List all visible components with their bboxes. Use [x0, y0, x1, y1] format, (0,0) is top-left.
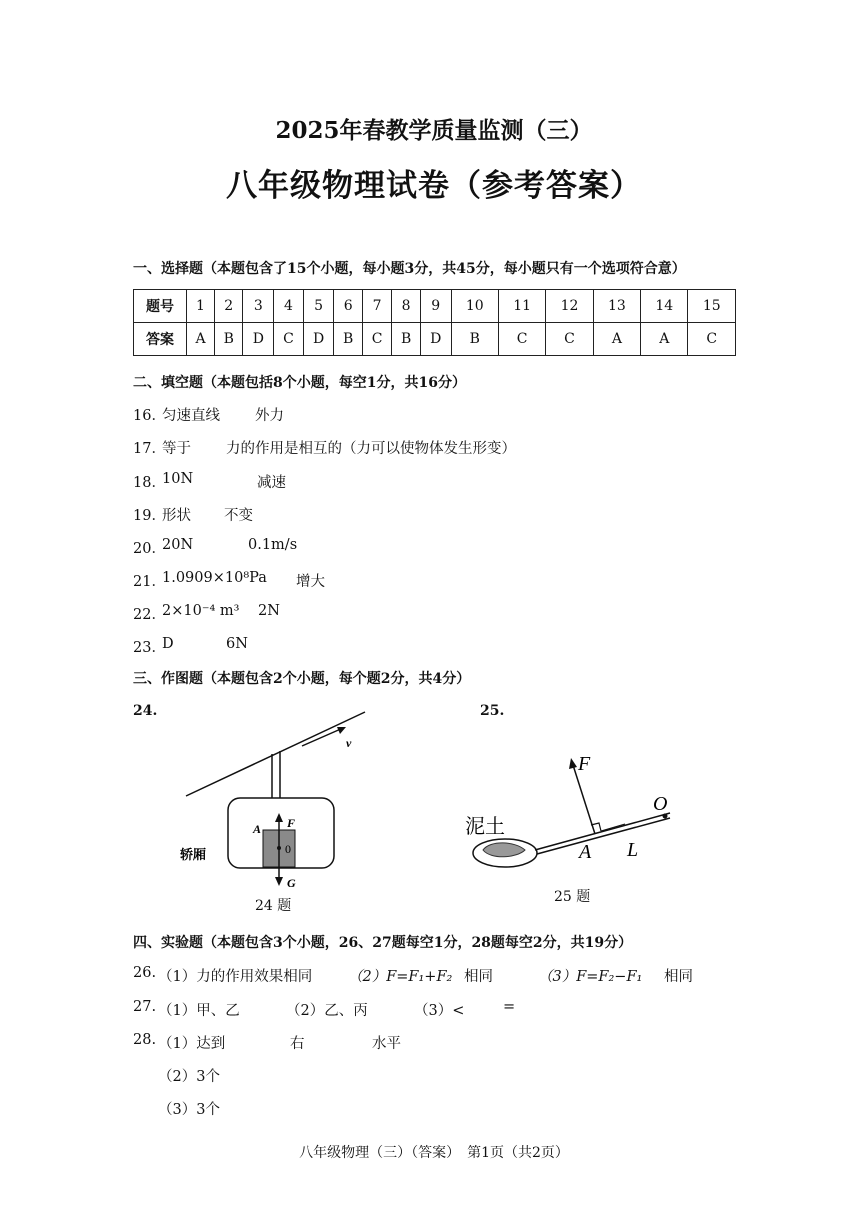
fig25-caption: 25 题: [554, 889, 591, 905]
force-f-arrowhead: [275, 813, 283, 822]
table-cell: D: [420, 323, 451, 356]
label-f: F: [287, 816, 296, 830]
q27-part2: （2）乙、丙: [286, 1003, 368, 1019]
exam-subtitle: 八年级物理试卷（参考答案）: [226, 168, 642, 204]
label-g: G: [287, 876, 296, 890]
table-row-numbers: [134, 290, 736, 323]
force-f-arrowhead: [569, 758, 577, 769]
q28-part2: （2）3个: [158, 1069, 220, 1085]
table-cell: 10: [451, 290, 498, 323]
label-v: v: [346, 736, 352, 750]
fig24-number: 24.: [133, 703, 158, 719]
q20-num: 20．: [133, 541, 166, 557]
table-cell: D: [303, 323, 334, 356]
fig25-number: 25.: [480, 703, 505, 719]
q22-num: 22．: [133, 607, 166, 623]
table-cell: B: [215, 323, 243, 356]
q26-part2-answer: 相同: [464, 969, 493, 985]
q28-num: 28.: [133, 1032, 157, 1048]
fig24-cable-car-diagram: [160, 700, 380, 900]
table-cell: C: [498, 323, 545, 356]
fig25-shovel-diagram: [455, 740, 700, 880]
label-o: 0: [285, 842, 291, 856]
q22-answer-a: 2×10⁻⁴ m³: [162, 603, 240, 619]
q26-part3-answer: 相同: [664, 969, 693, 985]
table-cell: D: [243, 323, 274, 356]
exam-title: 2025年春教学质量监测（三）: [275, 117, 593, 144]
table-cell: 2: [215, 290, 243, 323]
label-a: A: [253, 822, 262, 836]
q18-answer-b: 减速: [257, 475, 286, 491]
q20-answer-b: 0.1m/s: [248, 537, 298, 553]
q19-answer-a: 形状: [162, 508, 191, 524]
section4-heading: 四、实验题（本题包含3个小题，26、27题每空1分，28题每空2分，共19分）: [133, 935, 633, 951]
table-cell: 12: [546, 290, 593, 323]
fig24-caption: 24 题: [255, 898, 292, 914]
cable-line: [186, 712, 365, 796]
q28-part1-answer-b: 右: [290, 1036, 305, 1052]
q23-answer-a: D: [162, 636, 174, 652]
table-cell: 8: [392, 290, 420, 323]
force-f-arrow: [573, 765, 595, 834]
table-cell: 3: [243, 290, 274, 323]
section2-heading: 二、填空题（本题包括8个小题，每空1分，共16分）: [133, 375, 466, 391]
q21-answer-b: 增大: [296, 574, 325, 590]
force-g-arrowhead: [275, 877, 283, 886]
lever-arm-segment: [601, 824, 625, 831]
table-cell: B: [334, 323, 362, 356]
table-cell: A: [187, 323, 215, 356]
page-footer: 八年级物理（三）（答案） 第1页（共2页）: [299, 1145, 569, 1161]
section3-heading: 三、作图题（本题包含2个小题，每个题2分，共4分）: [133, 671, 471, 687]
q28-part1-answer-c: 水平: [372, 1036, 401, 1052]
q16-answer-a: 匀速直线: [162, 408, 220, 424]
q23-num: 23．: [133, 640, 166, 656]
table-cell: 13: [593, 290, 640, 323]
q23-answer-b: 6N: [226, 636, 248, 652]
answer-table: [133, 289, 736, 356]
q20-answer-a: 20N: [162, 537, 194, 553]
table-cell: B: [392, 323, 420, 356]
q27-num: 27.: [133, 999, 157, 1015]
q28-part1: （1）达到: [158, 1036, 226, 1052]
table-cell: C: [362, 323, 391, 356]
q21-num: 21．: [133, 574, 166, 590]
shovel-handle-top: [535, 813, 670, 850]
section1-heading: 一、选择题（本题包含了15个小题，每小题3分，共45分，每小题只有一个选项符合意）: [133, 261, 686, 277]
table-cell: C: [688, 323, 736, 356]
q22-answer-b: 2N: [258, 603, 280, 619]
label-f: F: [578, 753, 591, 775]
q18-answer-a: 10N: [162, 471, 194, 487]
velocity-arrow: [302, 728, 343, 746]
row-label-answer: 答案: [134, 323, 187, 356]
q26-part3: （3）F=F₂−F₁: [538, 969, 643, 985]
table-cell: 14: [641, 290, 688, 323]
table-cell: 7: [362, 290, 391, 323]
q19-num: 19．: [133, 508, 166, 524]
q26-num: 26.: [133, 965, 157, 981]
row-label-number: 题号: [134, 290, 187, 323]
center-point: [277, 846, 281, 850]
q16-num: 16．: [133, 408, 166, 424]
table-cell: 5: [303, 290, 334, 323]
label-o: O: [653, 793, 668, 815]
table-cell: C: [274, 323, 303, 356]
table-cell: 6: [334, 290, 362, 323]
table-cell: 15: [688, 290, 736, 323]
table-cell: A: [641, 323, 688, 356]
label-l: L: [627, 839, 639, 861]
q27-part3: （3）<: [414, 1003, 465, 1019]
q19-answer-b: 不变: [224, 508, 253, 524]
q21-answer-a: 1.0909×10⁸Pa: [162, 570, 267, 586]
label-soil: 泥土: [465, 814, 505, 838]
q17-answer-a: 等于: [162, 441, 191, 457]
table-cell: C: [546, 323, 593, 356]
table-cell: B: [451, 323, 498, 356]
q17-answer-b: 力的作用是相互的（力可以使物体发生形变）: [226, 441, 516, 457]
q26-part1: （1）力的作用效果相同: [158, 969, 313, 985]
table-cell: 4: [274, 290, 303, 323]
q27-part1: （1）甲、乙: [158, 1003, 240, 1019]
table-cell: 11: [498, 290, 545, 323]
label-cabin: 轿厢: [180, 848, 207, 863]
q28-part3: （3）3个: [158, 1102, 220, 1118]
q16-answer-b: 外力: [255, 408, 284, 424]
label-a: A: [579, 841, 592, 863]
table-cell: A: [593, 323, 640, 356]
table-row-answers: [134, 323, 736, 356]
q18-num: 18．: [133, 475, 166, 491]
q17-num: 17．: [133, 441, 166, 457]
table-cell: 1: [187, 290, 215, 323]
shovel-handle-bottom: [537, 818, 670, 854]
q27-part3-answer: =: [503, 999, 516, 1015]
table-cell: 9: [420, 290, 451, 323]
q26-part2: （2）F=F₁+F₂: [348, 969, 453, 985]
